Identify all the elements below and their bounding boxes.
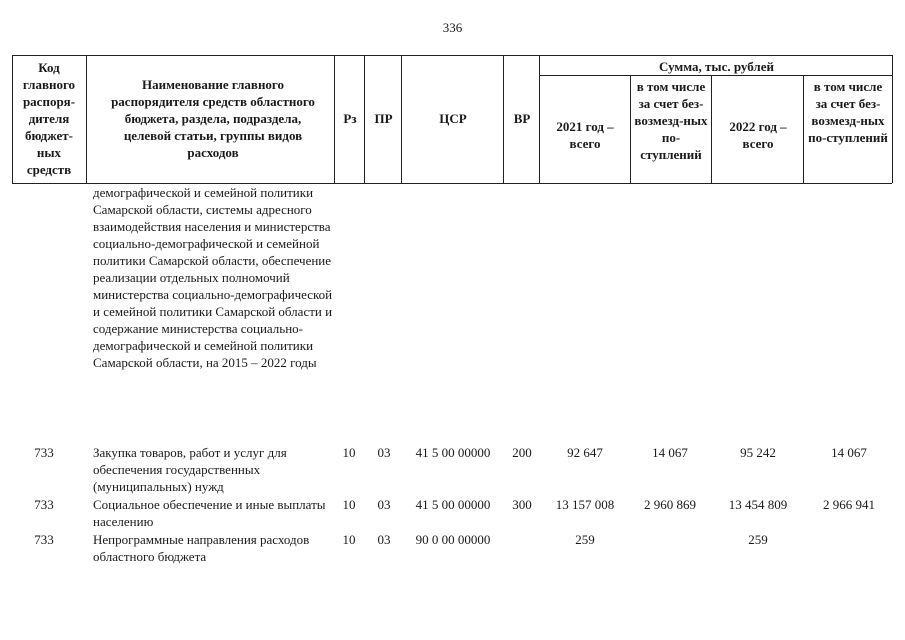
header-code: Код главного распоря-дителя бюджет-ных средств xyxy=(22,60,76,177)
continuation-text: демографической и семейной политики Самарской области, системы адресного взаимодействия населения и министерства социально-демографической и семейной политики Самарской области, обеспечение реализации отдельных полномочий министерства социально-демографической и семейной политики Самарской области и содержание министерства социально-демографической и семейной политики Самарской области, на 2015 – 2022 годы xyxy=(93,185,333,370)
col-border-6 xyxy=(539,55,540,183)
row-1-2021-free: 14 067 xyxy=(652,445,688,460)
row-1-vr: 200 xyxy=(512,445,532,460)
row-2-name: Социальное обеспечение и иные выплаты населению xyxy=(93,497,326,529)
row-1-2022-free: 14 067 xyxy=(831,445,867,460)
row-1-csr: 41 5 00 00000 xyxy=(415,445,491,460)
col-border-0 xyxy=(12,55,13,183)
header-2021-total: 2021 год – всего xyxy=(556,119,614,151)
row-3-2022-total: 259 xyxy=(748,532,768,547)
col-border-9 xyxy=(803,75,804,183)
header-pr: ПР xyxy=(374,111,393,126)
header-2021-free: в том числе за счет без-возмезд-ных по-ступлений xyxy=(634,79,708,162)
row-2-vr: 300 xyxy=(512,497,532,512)
row-2-pr: 03 xyxy=(377,497,391,512)
col-border-4 xyxy=(401,55,402,183)
row-3-name: Непрограммные направления расходов областного бюджета xyxy=(93,532,310,564)
header-sum: Сумма, тыс. рублей xyxy=(659,59,774,74)
header-2022-total: 2022 год – всего xyxy=(729,119,787,151)
col-border-2 xyxy=(334,55,335,183)
col-border-8 xyxy=(711,75,712,183)
header-2022-free: в том числе за счет без-возмезд-ных по-ступлений xyxy=(808,79,888,145)
row-1-2022-total: 95 242 xyxy=(740,445,776,460)
row-3-2021-total: 259 xyxy=(575,532,595,547)
row-1-2021-total: 92 647 xyxy=(567,445,603,460)
row-1-code: 733 xyxy=(34,445,54,460)
row-1-name: Закупка товаров, работ и услуг для обеспечения государственных (муниципальных) нужд xyxy=(93,445,287,494)
header-top-border xyxy=(12,55,892,56)
row-2-csr: 41 5 00 00000 xyxy=(415,497,491,512)
row-2-2022-free: 2 966 941 xyxy=(823,497,875,512)
row-2-rz: 10 xyxy=(342,497,356,512)
row-1-rz: 10 xyxy=(342,445,356,460)
row-3-csr: 90 0 00 00000 xyxy=(415,532,491,547)
header-csr: ЦСР xyxy=(439,111,467,126)
row-2-code: 733 xyxy=(34,497,54,512)
sum-group-divider xyxy=(539,75,892,76)
row-2-2021-free: 2 960 869 xyxy=(644,497,696,512)
row-1-pr: 03 xyxy=(377,445,391,460)
row-3-code: 733 xyxy=(34,532,54,547)
col-border-1 xyxy=(86,55,87,183)
col-border-7 xyxy=(630,75,631,183)
header-name: Наименование главного распорядителя средств областного бюджета, раздела, подраздела, целевой статьи, группы видов расходов xyxy=(111,77,315,160)
row-2-2022-total: 13 454 809 xyxy=(728,497,788,512)
col-border-3 xyxy=(364,55,365,183)
header-rz: Рз xyxy=(343,111,357,126)
row-2-2021-total: 13 157 008 xyxy=(555,497,615,512)
row-3-pr: 03 xyxy=(377,532,391,547)
page-number: 336 xyxy=(442,20,463,35)
col-border-10 xyxy=(892,55,893,183)
col-border-5 xyxy=(503,55,504,183)
header-vr: ВР xyxy=(513,111,531,126)
row-3-rz: 10 xyxy=(342,532,356,547)
